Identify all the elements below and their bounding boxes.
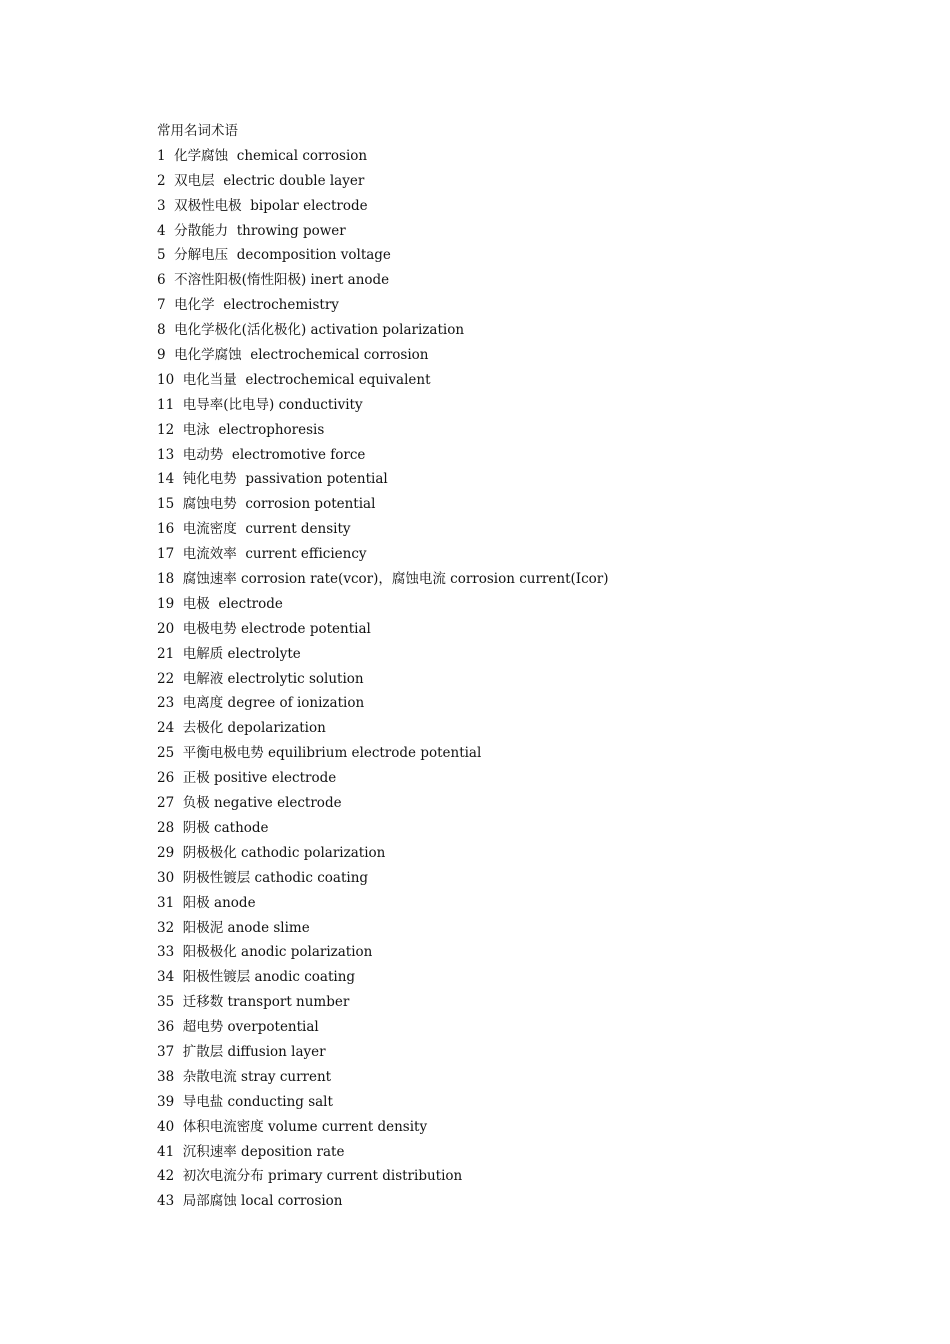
- term-line: 37 扩散层 diffusion layer: [157, 1043, 326, 1060]
- term-line: 31 阳极 anode: [157, 894, 256, 911]
- term-line: 32 阳极泥 anode slime: [157, 919, 310, 936]
- term-line: 10 电化当量 electrochemical equivalent: [157, 371, 431, 388]
- term-line: 41 沉积速率 deposition rate: [157, 1143, 345, 1160]
- term-line: 20 电极电势 electrode potential: [157, 620, 371, 637]
- term-line: 18 腐蚀速率 corrosion rate(vcor)，腐蚀电流 corrosion current(Icor): [157, 571, 609, 588]
- term-line: 22 电解液 electrolytic solution: [157, 670, 364, 687]
- term-line: 2 双电层 electric double layer: [157, 172, 365, 189]
- term-line: 28 阴极 cathode: [157, 819, 269, 836]
- term-line: 33 阳极极化 anodic polarization: [157, 944, 373, 961]
- term-line: 34 阳极性镀层 anodic coating: [157, 969, 356, 986]
- term-line: 17 电流效率 current efficiency: [157, 546, 367, 563]
- term-line: 42 初次电流分布 primary current distribution: [157, 1168, 463, 1185]
- term-line: 12 电泳 electrophoresis: [157, 421, 325, 438]
- term-line: 36 超电势 overpotential: [157, 1019, 319, 1036]
- term-line: 25 平衡电极电势 equilibrium electrode potential: [157, 745, 482, 762]
- term-line: 43 局部腐蚀 local corrosion: [157, 1193, 343, 1210]
- term-line: 14 钝化电势 passivation potential: [157, 471, 388, 488]
- term-line: 9 电化学腐蚀 electrochemical corrosion: [157, 347, 429, 364]
- document-body: [157, 119, 897, 1214]
- term-line: 21 电解质 electrolyte: [157, 645, 301, 662]
- term-line: 29 阴极极化 cathodic polarization: [157, 844, 386, 861]
- term-line: 11 电导率(比电导) conductivity: [157, 396, 363, 413]
- term-line: 39 导电盐 conducting salt: [157, 1093, 333, 1110]
- term-line: 24 去极化 depolarization: [157, 720, 326, 737]
- term-line: 8 电化学极化(活化极化) activation polarization: [157, 322, 465, 339]
- term-list: [157, 144, 897, 1214]
- term-line: 15 腐蚀电势 corrosion potential: [157, 496, 376, 513]
- term-line: 27 负极 negative electrode: [157, 795, 342, 812]
- term-line: 16 电流密度 current density: [157, 521, 351, 538]
- term-line: 6 不溶性阳极(惰性阳极) inert anode: [157, 272, 390, 289]
- term-line: 38 杂散电流 stray current: [157, 1068, 332, 1085]
- term-line: 30 阴极性镀层 cathodic coating: [157, 869, 369, 886]
- document-title: 常用名词术语: [157, 123, 238, 139]
- term-line: 13 电动势 electromotive force: [157, 446, 366, 463]
- term-line: 23 电离度 degree of ionization: [157, 695, 365, 712]
- term-line: 1 化学腐蚀 chemical corrosion: [157, 147, 368, 164]
- term-line: 26 正极 positive electrode: [157, 770, 337, 787]
- term-line: 4 分散能力 throwing power: [157, 222, 346, 239]
- term-line: 35 迁移数 transport number: [157, 994, 350, 1011]
- term-line: 19 电极 electrode: [157, 595, 283, 612]
- term-line: 7 电化学 electrochemistry: [157, 297, 339, 314]
- term-line: 3 双极性电极 bipolar electrode: [157, 197, 368, 214]
- term-line: 5 分解电压 decomposition voltage: [157, 247, 391, 264]
- term-line: 40 体积电流密度 volume current density: [157, 1118, 428, 1135]
